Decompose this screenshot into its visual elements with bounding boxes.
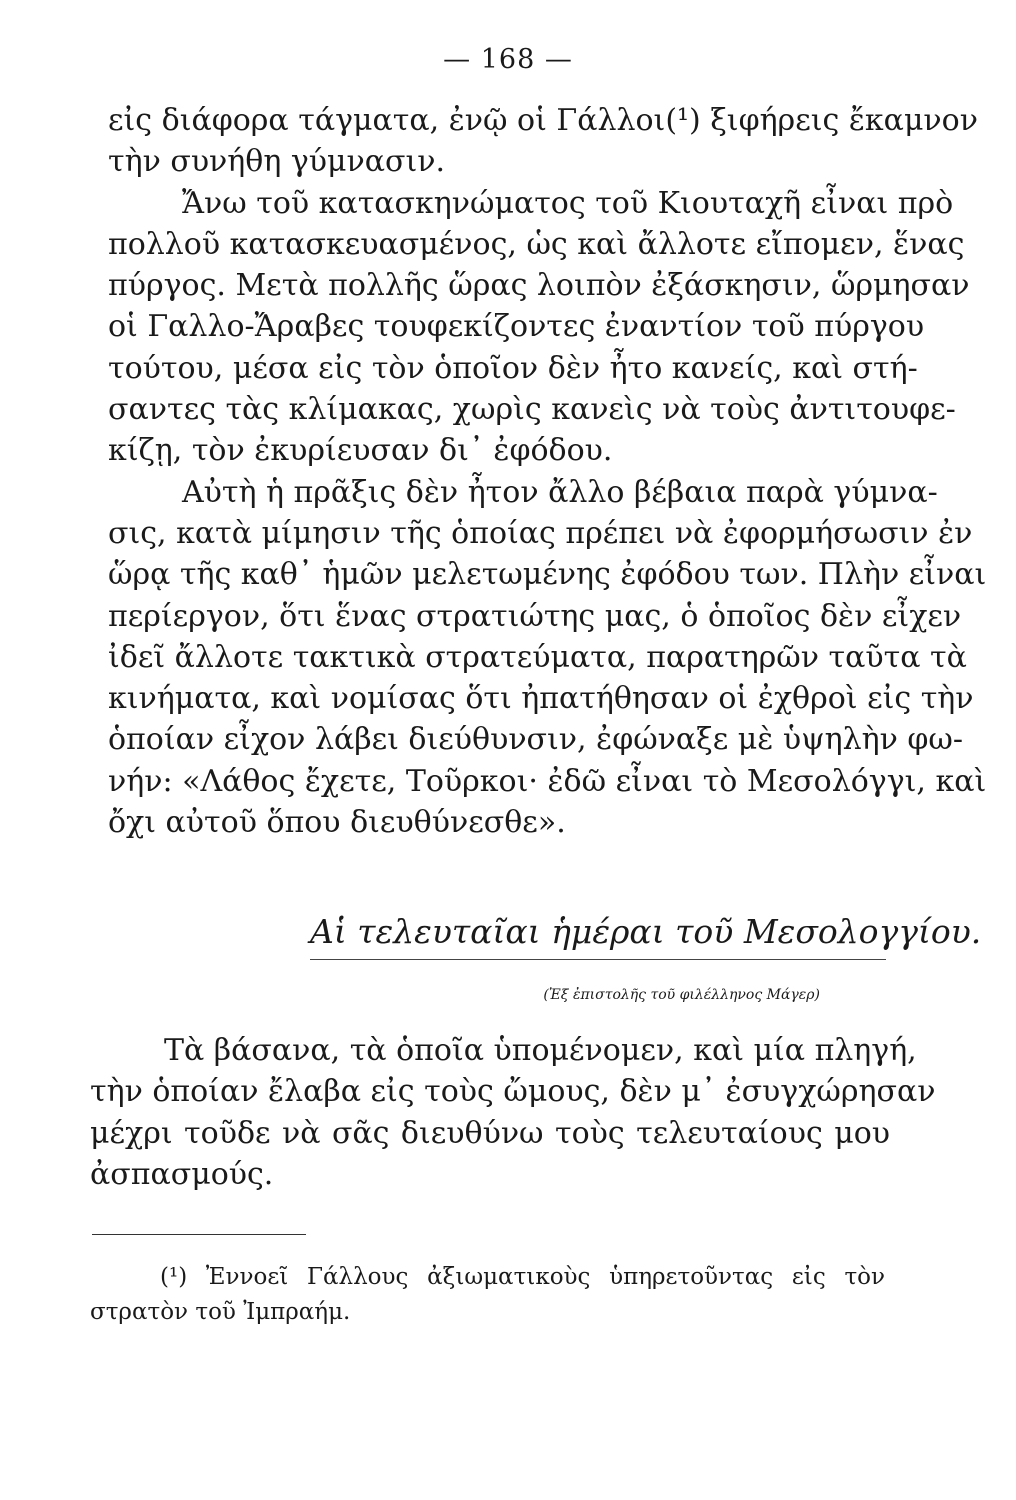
text-line: σαντες τὰς κλίμακας, χωρὶς κανεὶς νὰ τοὺς ἀντιτουφε- — [108, 392, 956, 428]
text-line: σις, κατὰ μίμησιν τῆς ὁποίας πρέπει νὰ ἐφορμήσωσιν ἐν — [108, 515, 973, 551]
text-line: περίεργον, ὅτι ἕνας στρατιώτης μας, ὁ ὁποῖος δὲν εἶχεν — [108, 598, 962, 634]
section-title: Αἱ τελευταῖαι ἡμέραι τοῦ Μεσολογγίου. — [310, 912, 886, 960]
text-line: πολλοῦ κατασκευασμένος, ὡς καὶ ἄλλοτε εἴπομεν, ἕνας — [108, 226, 965, 262]
footnote-line: (¹) Ἐννοεῖ Γάλλους ἀξιωματικοὺς ὑπηρετοῦντας εἰς τὸν — [160, 1264, 885, 1290]
text-line: κίζῃ, τὸν ἐκυρίευσαν δι᾿ ἐφόδου. — [108, 433, 613, 469]
text-line: τὴν συνήθη γύμνασιν. — [108, 144, 446, 180]
footnote — [90, 1260, 885, 1330]
text-line: ὄχι αὐτοῦ ὅπου διευθύνεσθε». — [108, 805, 566, 841]
main-text-bottom — [90, 1030, 936, 1195]
text-line: κινήματα, καὶ νομίσας ὅτι ἠπατήθησαν οἱ ἐχθροὶ εἰς τὴν — [108, 681, 974, 717]
text-line: Αὐτὴ ἡ πρᾶξις δὲν ἦτον ἄλλο βέβαια παρὰ γύμνα- — [182, 474, 938, 510]
text-line: τούτου, μέσα εἰς τὸν ὁποῖον δὲν ἦτο κανείς, καὶ στή- — [108, 350, 918, 386]
text-line: μέχρι τοῦδε νὰ σᾶς διευθύνω τοὺς τελευταίους μου — [90, 1115, 890, 1151]
text-line: οἱ Γαλλο-Ἄραβες τουφεκίζοντες ἐναντίον τοῦ πύργου — [108, 309, 925, 345]
page-number: — 168 — — [443, 44, 573, 75]
text-line: τὴν ὁποίαν ἔλαβα εἰς τοὺς ὤμους, δὲν μ᾿ ἐσυγχώρησαν — [90, 1074, 936, 1110]
main-text-top — [108, 100, 987, 843]
text-line: Ἄνω τοῦ κατασκηνώματος τοῦ Κιουταχῆ εἶναι πρὸ — [182, 185, 954, 221]
text-line: ὥρᾳ τῆς καθ᾿ ἡμῶν μελετωμένης ἐφόδου των. Πλὴν εἶναι — [108, 557, 987, 593]
footnote-line: στρατὸν τοῦ Ἰμπραήμ. — [90, 1299, 351, 1325]
text-line: ἰδεῖ ἄλλοτε τακτικὰ στρατεύματα, παρατηρῶν ταῦτα τὰ — [108, 639, 967, 675]
text-line: εἰς διάφορα τάγματα, ἐνῷ οἱ Γάλλοι(¹) ξιφήρεις ἔκαμνον — [108, 103, 978, 138]
text-line: νήν: «Λάθος ἔχετε, Τοῦρκοι· ἐδῶ εἶναι τὸ Μεσολόγγι, καὶ — [108, 763, 987, 799]
text-line: πύργος. Μετὰ πολλῆς ὥρας λοιπὸν ἐξάσκησιν, ὥρμησαν — [108, 268, 970, 304]
text-line: ἀσπασμούς. — [90, 1156, 274, 1192]
text-line: Τὰ βάσανα, τὰ ὁποῖα ὑπομένομεν, καὶ μία πληγή, — [164, 1033, 917, 1068]
source-note: (Ἐξ ἐπιστολῆς τοῦ φιλέλληνος Μάγερ) — [543, 987, 820, 1003]
text-line: ὁποίαν εἶχον λάβει διεύθυνσιν, ἐφώναξε μὲ ὑψηλὴν φω- — [108, 722, 963, 758]
footnote-divider — [92, 1234, 306, 1235]
